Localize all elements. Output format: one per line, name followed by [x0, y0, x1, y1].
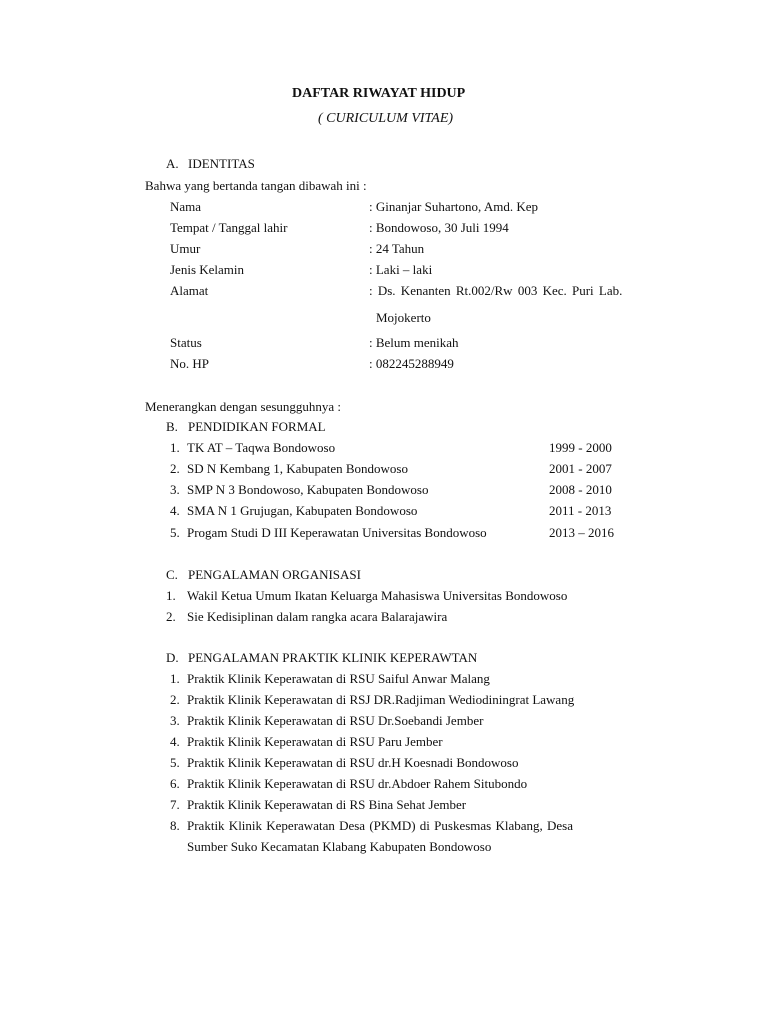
section-d-letter: D.: [166, 650, 179, 665]
field-value-jenis-kelamin: : Laki – laki: [369, 262, 433, 277]
section-a-letter: A.: [166, 156, 179, 171]
field-label-nama: Nama: [170, 199, 202, 214]
education-school: SMA N 1 Grujugan, Kabupaten Bondowoso: [187, 503, 418, 518]
list-number: 4.: [170, 734, 180, 749]
field-label-no-hp: No. HP: [170, 356, 210, 371]
document-title: DAFTAR RIWAYAT HIDUP: [292, 86, 466, 101]
field-value-no-hp: : 082245288949: [369, 356, 454, 371]
section-c-title: PENGALAMAN ORGANISASI: [188, 567, 361, 582]
list-number: 7.: [170, 797, 180, 812]
education-years: 2013 – 2016: [549, 525, 614, 540]
list-number: 2.: [170, 461, 180, 476]
organization-item: Wakil Ketua Umum Ikatan Keluarga Mahasiswa Universitas Bondowoso: [187, 588, 568, 603]
list-number: 2.: [166, 609, 176, 624]
field-value-status: : Belum menikah: [369, 335, 459, 350]
section-a-title: IDENTITAS: [188, 156, 255, 171]
practice-item: Praktik Klinik Keperawatan di RSU dr.H Koesnadi Bondowoso: [187, 755, 519, 770]
field-value-nama: : Ginanjar Suhartono, Amd. Kep: [369, 199, 538, 214]
field-label-umur: Umur: [170, 241, 201, 256]
practice-item: Praktik Klinik Keperawatan di RSU Saiful Anwar Malang: [187, 671, 490, 686]
practice-item: Praktik Klinik Keperawatan di RSU Paru Jember: [187, 734, 443, 749]
education-years: 2008 - 2010: [549, 482, 612, 497]
list-number: 1.: [170, 671, 180, 686]
organization-item: Sie Kedisiplinan dalam rangka acara Balarajawira: [187, 609, 448, 624]
list-number: 6.: [170, 776, 180, 791]
list-number: 4.: [170, 503, 180, 518]
practice-item-continuation: Sumber Suko Kecamatan Klabang Kabupaten Bondowoso: [187, 839, 492, 854]
section-d-title: PENGALAMAN PRAKTIK KLINIK KEPERAWTAN: [188, 650, 478, 665]
list-number: 2.: [170, 692, 180, 707]
education-school: Progam Studi D III Keperawatan Universitas Bondowoso: [187, 525, 487, 540]
field-label-jenis-kelamin: Jenis Kelamin: [170, 262, 245, 277]
education-school: TK AT – Taqwa Bondowoso: [187, 440, 336, 455]
practice-item: Praktik Klinik Keperawatan di RSU Dr.Soebandi Jember: [187, 713, 484, 728]
field-label-alamat: Alamat: [170, 283, 209, 298]
list-number: 3.: [170, 482, 180, 497]
section-b-title: PENDIDIKAN FORMAL: [188, 419, 326, 434]
field-label-ttl: Tempat / Tanggal lahir: [170, 220, 288, 235]
list-number: 1.: [170, 440, 180, 455]
education-school: SD N Kembang 1, Kabupaten Bondowoso: [187, 461, 408, 476]
practice-item: Praktik Klinik Keperawatan di RS Bina Sehat Jember: [187, 797, 467, 812]
field-value-alamat: : Ds. Kenanten Rt.002/Rw 003 Kec. Puri Lab.: [369, 283, 623, 298]
education-years: 2001 - 2007: [549, 461, 612, 476]
document-subtitle: ( CURICULUM VITAE): [318, 111, 454, 126]
list-number: 5.: [170, 525, 180, 540]
education-years: 1999 - 2000: [549, 440, 612, 455]
list-number: 8.: [170, 818, 180, 833]
list-number: 3.: [170, 713, 180, 728]
identitas-closing: Menerangkan dengan sesungguhnya :: [145, 399, 342, 414]
education-years: 2011 - 2013: [549, 503, 612, 518]
section-b-letter: B.: [166, 419, 178, 434]
practice-item: Praktik Klinik Keperawatan Desa (PKMD) di Puskesmas Klabang, Desa: [187, 818, 574, 833]
identitas-intro: Bahwa yang bertanda tangan dibawah ini :: [145, 178, 367, 193]
practice-item: Praktik Klinik Keperawatan di RSU dr.Abdoer Rahem Situbondo: [187, 776, 528, 791]
practice-item: Praktik Klinik Keperawatan di RSJ DR.Radjiman Wediodiningrat Lawang: [187, 692, 575, 707]
field-label-status: Status: [170, 335, 202, 350]
education-school: SMP N 3 Bondowoso, Kabupaten Bondowoso: [187, 482, 429, 497]
field-value-umur: : 24 Tahun: [369, 241, 425, 256]
field-value-alamat-line2: Mojokerto: [376, 310, 431, 325]
list-number: 5.: [170, 755, 180, 770]
field-value-ttl: : Bondowoso, 30 Juli 1994: [369, 220, 509, 235]
section-c-letter: C.: [166, 567, 178, 582]
list-number: 1.: [166, 588, 176, 603]
